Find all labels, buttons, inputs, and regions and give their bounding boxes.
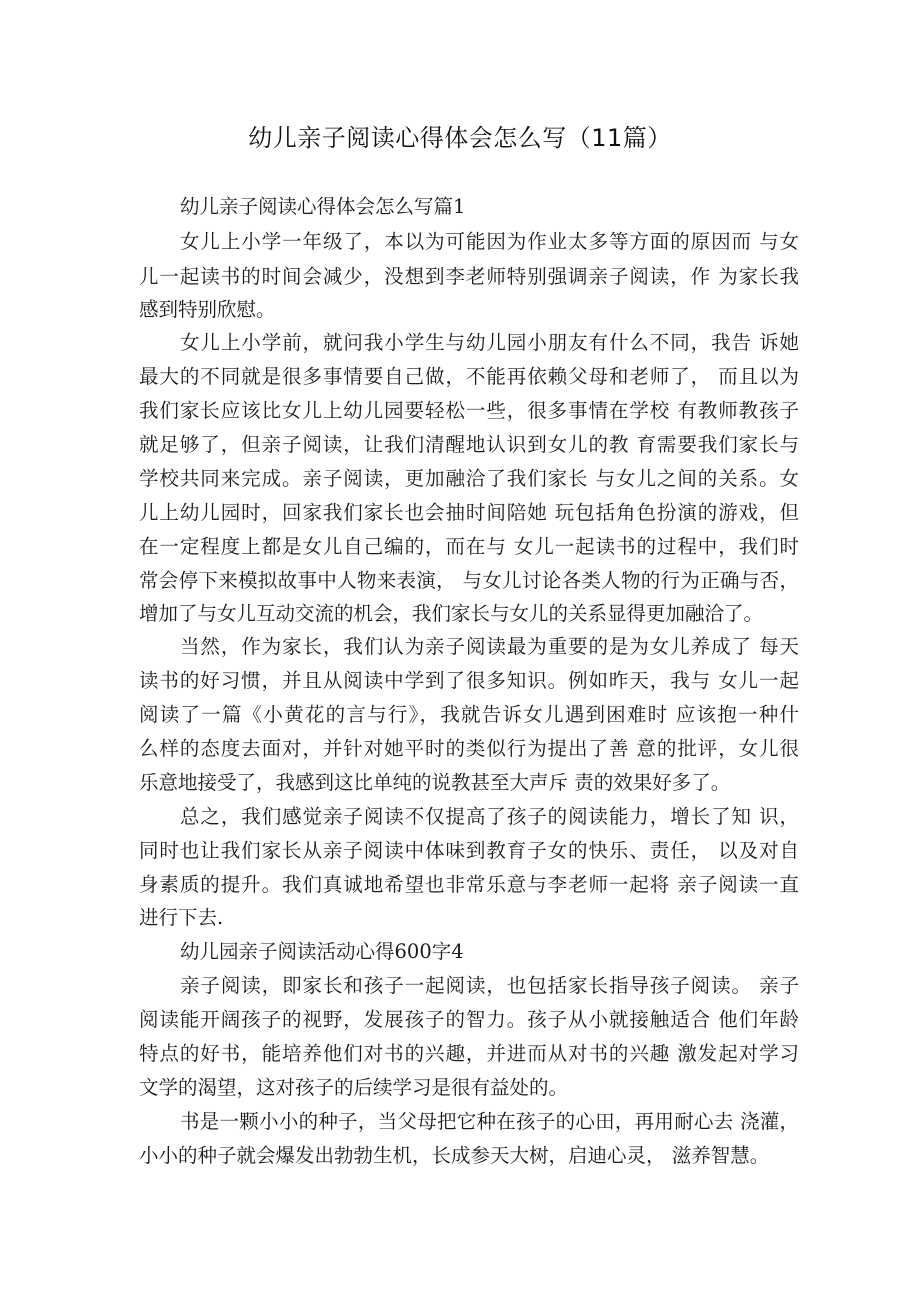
paragraph-line: 乐意地接受了，我感到这比单纯的说教甚至大声斥 责的效果好多了。 bbox=[139, 771, 731, 794]
paragraph-line: 我们家长应该比女儿上幼儿园要轻松一些，很多事情在学校 有教师教孩子 bbox=[139, 399, 799, 422]
section-heading: 幼儿亲子阅读心得体会怎么写篇1 bbox=[180, 195, 466, 218]
paragraph-line: 儿一起读书的时间会减少，没想到李老师特别强调亲子阅读，作 为家长我 bbox=[139, 265, 799, 288]
paragraph-line: 小小的种子就会爆发出勃勃生机，长成参天大树，启迪心灵， 滋养智慧。 bbox=[139, 1144, 770, 1167]
paragraph-line: 感到特别欣慰。 bbox=[139, 298, 276, 321]
paragraph-line: 进行下去. bbox=[139, 906, 224, 929]
paragraph-line: 总之，我们感觉亲子阅读不仅提高了孩子的阅读能力，增长了知 识， bbox=[180, 805, 799, 828]
paragraph-line: 阅读能开阔孩子的视野，发展孩子的智力。孩子从小就接触适合 他们年龄 bbox=[139, 1008, 799, 1031]
paragraph-line: 阅读了一篇《小黄花的言与行》，我就告诉女儿遇到困难时 应该抱一种什 bbox=[139, 703, 799, 726]
section-heading: 幼儿园亲子阅读活动心得600字4 bbox=[180, 940, 464, 963]
paragraph-line: 书是一颗小小的种子，当父母把它种在孩子的心田，再用耐心去 浇灌， bbox=[180, 1110, 799, 1133]
paragraph-line: 读书的好习惯，并且从阅读中学到了很多知识。例如昨天，我与 女儿一起 bbox=[139, 669, 799, 692]
document-title: 幼儿亲子阅读心得体会怎么写（11篇） bbox=[248, 124, 672, 152]
paragraph-line: 常会停下来模拟故事中人物来表演， 与女儿讨论各类人物的行为正确与否， bbox=[139, 569, 799, 592]
paragraph-line: 亲子阅读，即家长和孩子一起阅读，也包括家长指导孩子阅读。 亲子 bbox=[180, 974, 799, 997]
paragraph-line: 么样的态度去面对，并针对她平时的类似行为提出了善 意的批评，女儿很 bbox=[139, 737, 799, 760]
paragraph-line: 女儿上小学前，就问我小学生与幼儿园小朋友有什么不同，我告 诉她 bbox=[180, 331, 799, 354]
paragraph-line: 文学的渴望，这对孩子的后续学习是很有益处的。 bbox=[139, 1076, 569, 1099]
paragraph-line: 女儿上小学一年级了，本以为可能因为作业太多等方面的原因而 与女 bbox=[180, 230, 799, 253]
paragraph-line: 学校共同来完成。亲子阅读，更加融洽了我们家长 与女儿之间的关系。女 bbox=[139, 467, 799, 490]
paragraph-line: 同时也让我们家长从亲子阅读中体味到教育子女的快乐、责任， 以及对自 bbox=[139, 839, 799, 862]
paragraph-line: 最大的不同就是很多事情要自己做，不能再依赖父母和老师了， 而且以为 bbox=[139, 365, 799, 388]
paragraph-line: 特点的好书，能培养他们对书的兴趣，并进而从对书的兴趣 激发起对学习 bbox=[139, 1042, 799, 1065]
paragraph-line: 在一定程度上都是女儿自己编的，而在与 女儿一起读书的过程中，我们时 bbox=[139, 535, 799, 558]
paragraph-line: 增加了与女儿互动交流的机会，我们家长与女儿的关系显得更加融洽了。 bbox=[139, 602, 764, 625]
paragraph-line: 身素质的提升。我们真诚地希望也非常乐意与李老师一起将 亲子阅读一直 bbox=[139, 873, 799, 896]
paragraph-line: 就足够了，但亲子阅读，让我们清醒地认识到女儿的教 育需要我们家长与 bbox=[139, 433, 799, 456]
paragraph-line: 儿上幼儿园时，回家我们家长也会抽时间陪她 玩包括角色扮演的游戏，但 bbox=[139, 501, 799, 524]
paragraph-line: 当然，作为家长，我们认为亲子阅读最为重要的是为女儿养成了 每天 bbox=[180, 635, 799, 658]
